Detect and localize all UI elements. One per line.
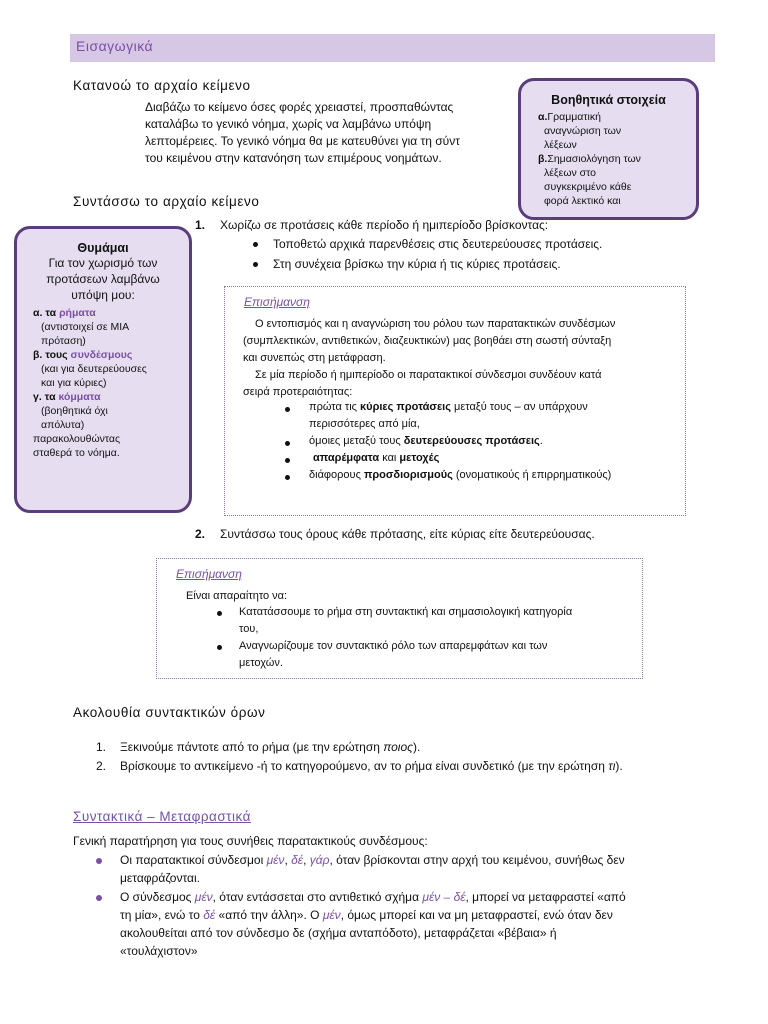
g2-paragraph — [120, 888, 713, 960]
help-a-line: Γραμματική — [547, 111, 601, 123]
step2-number: 2. — [195, 527, 206, 541]
bullet — [285, 441, 290, 446]
g2-text: , όταν εντάσσεται στο αντιθετικό σχήμα — [212, 890, 423, 904]
item-b-sub: (και για δευτερεύουσες — [41, 363, 147, 375]
note2-b1-line: του, — [239, 623, 259, 635]
g2-text: , όμως μπορεί και να μη μεταφραστεί, ενώ όταν δεν — [340, 908, 613, 922]
note1-b4-post: (ονοματικούς ή επιρρηματικούς) — [452, 469, 612, 481]
g1-word: γάρ — [309, 853, 330, 867]
note1-line: Σε μία περίοδο ή ημιπερίοδο οι παρατακτικοί σύνδεσμοι συνδέουν κατά — [255, 369, 602, 381]
intro-line: υπόψη μου: — [71, 288, 135, 302]
intro-line: προτάσεων λαμβάνω — [46, 272, 160, 286]
seq-item-2 — [120, 758, 623, 775]
note1-line: (συμπλεκτικών, αντιθετικών, διαζευκτικών) μας βοηθάει στη σωστή σύνταξη — [243, 335, 612, 347]
note1-b2-bold: δευτερεύουσες προτάσεις — [403, 435, 540, 447]
general-note: Γενική παρατήρηση για τους συνήθεις παρατακτικούς συνδέσμους: — [73, 834, 428, 848]
bullet — [285, 475, 290, 480]
note2-b2-line: Αναγνωρίζουμε τον συντακτικό ρόλο των απαρεμφάτων και των — [239, 640, 548, 652]
help-label-b: β. — [538, 153, 548, 165]
para-line: καταλάβω το γενικό νόημα, χωρίς να λαμβάνω υπόψη — [145, 117, 432, 131]
g2-text: τη μία», ενώ το — [120, 908, 204, 922]
item-a-sub: πρόταση) — [41, 335, 86, 347]
item-b-prefix: β. τους — [33, 349, 71, 361]
help-b-line: φορά λεκτικό και — [544, 195, 621, 207]
outro-line: παρακολουθώντας — [33, 433, 121, 445]
remember-box — [14, 226, 192, 513]
item-a-sub: (αντιστοιχεί σε ΜΙΑ — [41, 321, 130, 333]
note1-b4-bold: προσδιορισμούς — [363, 469, 453, 481]
note1-b2-pre: όμοιες μεταξύ τους — [309, 435, 404, 447]
g2-text: Ο σύνδεσμος — [120, 890, 195, 904]
note1-title: Επισήμανση — [244, 295, 310, 309]
note1-b2-post: . — [539, 435, 543, 447]
note2-b1-line: Κατατάσσουμε το ρήμα στη συντακτική και σημασιολογική κατηγορία — [239, 606, 573, 618]
step1-bullet-1: Τοποθετώ αρχικά παρενθέσεις στις δευτερεύουσες προτάσεις. — [273, 237, 603, 251]
help-box — [518, 78, 699, 220]
note1-b3-bold1: απαρέμφατα — [313, 452, 380, 464]
section-banner — [70, 34, 715, 62]
heading-syntax-translation: Συντακτικά – Μεταφραστικά — [73, 809, 251, 824]
step1-text: Χωρίζω σε προτάσεις κάθε περίοδο ή ημιπερίοδο βρίσκοντας: — [220, 218, 549, 232]
item-c-sub: απόλυτα) — [41, 419, 85, 431]
note1-line: και συνεπώς στη μετάφραση. — [243, 352, 386, 364]
help-b-line: συγκεκριμένο κάθε — [544, 181, 632, 193]
help-a-line: αναγνώριση των — [544, 125, 622, 137]
g1-sep: , — [303, 853, 310, 867]
intro-line: Για τον χωρισμό των — [48, 256, 158, 270]
bullet — [285, 458, 290, 463]
help-a-line: λέξεων — [544, 139, 577, 151]
note2-intro: Είναι απαραίτητο να: — [186, 590, 288, 602]
step1-number: 1. — [195, 218, 206, 232]
note2-b2-line: μετοχών. — [239, 657, 283, 669]
note1-line: σειρά προτεραιότητας: — [243, 386, 353, 398]
g2-word: δέ — [203, 908, 216, 922]
note-box-1 — [224, 286, 686, 516]
g1-paragraph — [120, 851, 713, 887]
g2-text: «από την άλλη». Ο — [215, 908, 323, 922]
remember-title: Θυμάμαι — [77, 241, 129, 255]
understand-paragraph — [145, 99, 525, 167]
seq-item-2-end: ). — [615, 759, 623, 773]
item-b-word: συνδέσμους — [70, 349, 133, 361]
g2-line3: ακολουθείται από τον σύνδεσμο δε (σχήμα ανταπόδοτο), μεταφράζεται «βέβαια» ή — [120, 926, 557, 940]
bullet — [217, 611, 222, 616]
g1-sep: , — [284, 853, 292, 867]
bullet — [253, 262, 258, 267]
note1-b1-post: μεταξύ τους – αν υπάρχουν — [450, 401, 588, 413]
g2-line4: «τουλάχιστον» — [120, 944, 198, 958]
note2-title: Επισήμανση — [176, 567, 242, 581]
g2-word: μέν – δέ — [422, 890, 466, 904]
outro-line: σταθερά το νόημα. — [33, 447, 120, 459]
item-c-word: κόμματα — [58, 391, 101, 403]
g1-pre: Οι παρατακτικοί σύνδεσμοι — [120, 853, 267, 867]
g2-word: μέν — [322, 908, 341, 922]
para-line: Διαβάζω το κείμενο όσες φορές χρειαστεί, προσπαθώντας — [145, 100, 454, 114]
seq-number-1: 1. — [96, 740, 107, 754]
bullet — [96, 895, 102, 901]
step2-text: Συντάσσω τους όρους κάθε πρότασης, είτε κύριας είτε δευτερεύουσας. — [220, 527, 595, 541]
heading-understand: Κατανοώ το αρχαίο κείμενο — [73, 78, 251, 93]
remember-intro — [17, 255, 189, 303]
note-box-2 — [156, 558, 643, 679]
seq-number-2: 2. — [96, 759, 107, 773]
bullet — [96, 858, 102, 864]
seq-item-1-italic: ποιος — [383, 740, 413, 754]
note1-b3-bold2: μετοχές — [399, 452, 440, 464]
note1-line: Ο εντοπισμός και η αναγνώριση του ρόλου των παρατακτικών συνδέσμων — [255, 318, 616, 330]
g1-post: , όταν βρίσκονται στην αρχή του κειμένου, συνήθως δεν — [329, 853, 625, 867]
para-line: λεπτομέρειες. Το γενικό νόημα θα με κατευθύνει για τη σύντ — [145, 134, 460, 148]
bullet — [253, 242, 258, 247]
seq-item-1 — [120, 739, 420, 756]
note1-b3-mid: και — [379, 452, 400, 464]
g1-word: μέν — [266, 853, 285, 867]
note1-b1-pre: πρώτα τις — [309, 401, 361, 413]
g1-line2: μεταφράζονται. — [120, 871, 200, 885]
g1-word: δέ — [291, 853, 304, 867]
g2-text: , μπορεί να μεταφραστεί «από — [465, 890, 626, 904]
note1-b1-line2: περισσότερες από μία, — [309, 418, 420, 430]
help-label-a: α. — [538, 111, 548, 123]
bullet — [285, 407, 290, 412]
seq-item-2-italic: τι — [608, 759, 616, 773]
help-box-title: Βοηθητικά στοιχεία — [551, 93, 666, 107]
help-b-line: λέξεων στο — [544, 167, 596, 179]
para-line: του κειμένου στην κατανόηση των επιμέρους νοημάτων. — [145, 151, 442, 165]
seq-item-1-text: Ξεκινούμε πάντοτε από το ρήμα (με την ερώτηση — [120, 740, 384, 754]
g2-word: μέν — [194, 890, 213, 904]
banner-title: Εισαγωγικά — [76, 38, 154, 54]
seq-item-1-end: ). — [412, 740, 421, 754]
bullet — [217, 645, 222, 650]
item-c-prefix: γ. τα — [33, 391, 59, 403]
item-c-sub: (βοηθητικά όχι — [41, 405, 108, 417]
step1-bullet-2: Στη συνέχεια βρίσκω την κύρια ή τις κύριες προτάσεις. — [273, 257, 561, 271]
note1-b4-pre: διάφορους — [309, 469, 364, 481]
help-b-line: Σημασιολόγηση των — [547, 153, 641, 165]
item-a-prefix: α. τα — [33, 307, 60, 319]
note1-b1-bold: κύριες προτάσεις — [360, 401, 451, 413]
item-b-sub: και για κύριες) — [41, 377, 107, 389]
heading-sequence: Ακολουθία συντακτικών όρων — [73, 705, 266, 720]
heading-syntax: Συντάσσω το αρχαίο κείμενο — [73, 194, 260, 209]
item-a-word: ρήματα — [59, 307, 96, 319]
seq-item-2-text: Βρίσκουμε το αντικείμενο -ή το κατηγορούμενο, αν το ρήμα είναι συνδετικό (με την ερώτηση — [120, 759, 609, 773]
